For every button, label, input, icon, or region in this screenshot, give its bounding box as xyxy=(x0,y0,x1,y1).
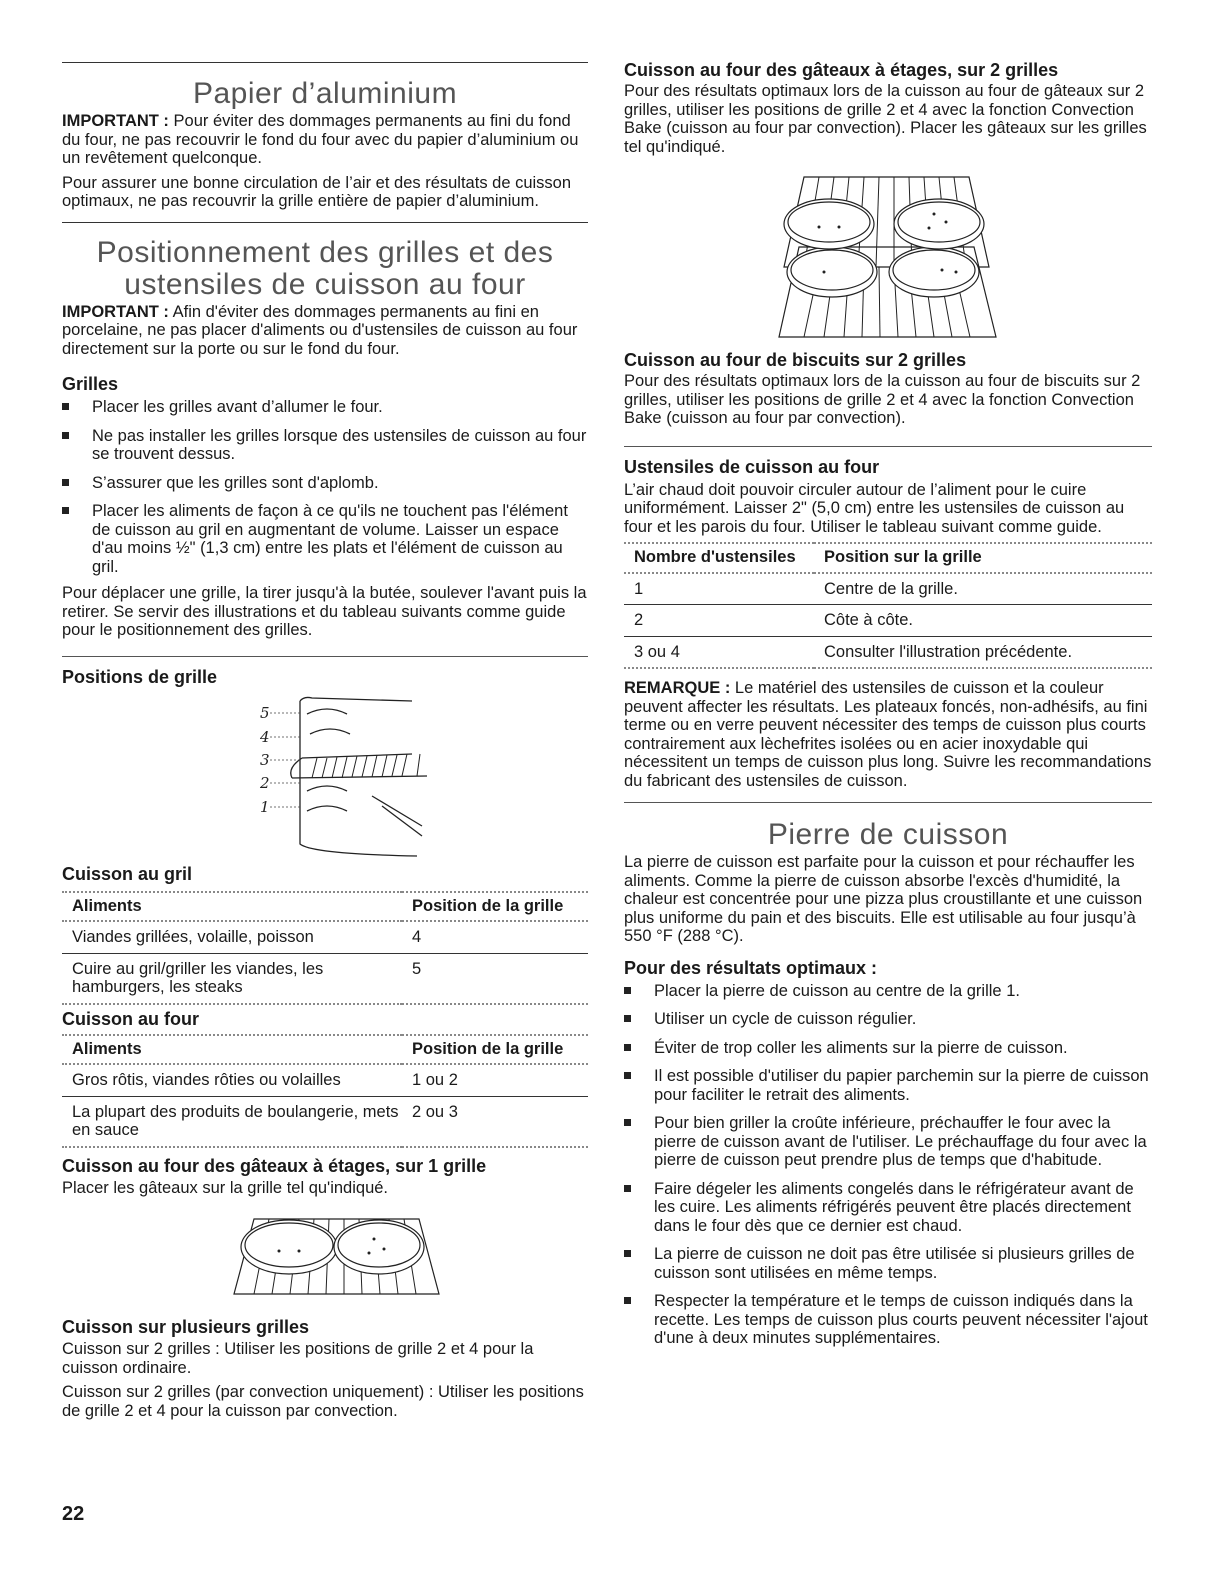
table-row xyxy=(62,953,588,1004)
remarque-paragraph xyxy=(624,679,1152,790)
biscuits-heading: Cuisson au four de biscuits sur 2 grilles xyxy=(624,350,967,370)
pierre-list xyxy=(624,982,1152,1348)
positionnement-title xyxy=(62,237,588,301)
gril-table xyxy=(62,891,588,1005)
list-item: Éviter de trop coller les aliments sur la pierre de cuisson. xyxy=(624,1039,1152,1058)
list-item: S’assurer que les grilles sont d'aplomb. xyxy=(62,474,588,493)
rack-positions-illustration xyxy=(252,696,452,861)
four-table xyxy=(62,1034,588,1148)
oven-rack-drawing xyxy=(252,696,452,861)
rack-label-4: 4 xyxy=(260,727,270,746)
rack-label-2: 2 xyxy=(260,773,270,792)
cell-position: Consulter l'illustration précédente. xyxy=(824,642,1073,661)
list-item: La pierre de cuisson ne doit pas être utilisée si plusieurs grilles de cuisson sont utilisées en même temps. xyxy=(624,1245,1152,1282)
table-header-row xyxy=(624,543,1152,573)
etages1-text: Placer les gâteaux sur la grille tel qu'indiqué. xyxy=(62,1178,389,1197)
pierre-title: Pierre de cuisson xyxy=(767,818,1009,851)
important-text: Pour éviter des dommages permanents au fini du fond du four, ne pas recouvrir le fond du four avec du papier d’aluminium ou un revêtement quelconque. xyxy=(62,112,579,167)
cakes-two-racks-drawing xyxy=(774,172,1004,347)
rack-label-3: 3 xyxy=(260,750,270,769)
papier-important-paragraph xyxy=(62,112,588,168)
resultats-heading: Pour des résultats optimaux : xyxy=(624,957,878,978)
cakes-one-rack-drawing xyxy=(224,1209,454,1309)
table-row xyxy=(624,573,1152,605)
cell-position: Centre de la grille. xyxy=(824,579,958,598)
cell-count: 2 xyxy=(634,611,644,629)
papier-paragraph: Pour assurer une bonne circulation de l’air et des résultats de cuisson optimaux, ne pas recouvrir la grille entière de papier d’aluminium. xyxy=(62,173,572,210)
table-header-row xyxy=(62,892,588,922)
table-row xyxy=(62,921,588,953)
grilles-list xyxy=(62,398,588,576)
cell-food: Viandes grillées, volaille, poisson xyxy=(72,928,314,946)
table-row xyxy=(624,636,1152,668)
ustensiles-table xyxy=(624,542,1152,669)
grilles-paragraph: Pour déplacer une grille, la tirer jusqu'à la butée, soulever l'avant puis la retirer. Se servir des illustrations et du tableau suivants comme guide pour le positionnement des grilles. xyxy=(62,584,587,639)
pierre-text: La pierre de cuisson est parfaite pour la cuisson et pour réchauffer les aliments. Comme la pierre de cuisson absorbe l'excès d'humidité, la chaleur est concentrée pour une pizza plus croustillante et une cuisson plus uniforme du pain et des biscuits. Elle est utilisable au four jusqu’à 550 °F (288 °C). xyxy=(624,853,1143,945)
page-number: 22 xyxy=(62,1503,85,1525)
table-row xyxy=(62,1064,588,1096)
cell-position: 4 xyxy=(412,928,422,946)
cell-position: 5 xyxy=(412,959,422,978)
positionnement-title-line2: ustensiles de cuisson au four xyxy=(124,267,526,301)
section-divider xyxy=(62,656,588,657)
list-item: Placer les grilles avant d’allumer le four. xyxy=(62,398,588,417)
section-divider xyxy=(62,222,588,223)
important-text: Afin d'éviter des dommages permanents au fini en porcelaine, ne pas placer d'aliments ou d'ustensiles de cuisson au four directement sur la porte ou sur le fond du four. xyxy=(62,302,578,358)
cakes-one-rack-illustration xyxy=(224,1209,588,1309)
col-nombre: Nombre d'ustensiles xyxy=(634,548,796,566)
remarque-label: REMARQUE : xyxy=(624,679,731,697)
positionnement-important-paragraph xyxy=(62,303,588,359)
col-position: Position de la grille xyxy=(412,1039,564,1058)
rack-label-5: 5 xyxy=(260,703,270,722)
section-divider xyxy=(624,802,1152,803)
list-item: Ne pas installer les grilles lorsque des ustensiles de cuisson au four se trouvent dessus. xyxy=(62,427,588,464)
list-item: Il est possible d'utiliser du papier parchemin sur la pierre de cuisson pour faciliter le retrait des aliments. xyxy=(624,1067,1152,1104)
ustensiles-text: L’air chaud doit pouvoir circuler autour de l’aliment pour le cuire uniformément. Laisser 2" (5,0 cm) entre les ustensiles de cuisson au four et les parois du four. Utiliser le tableau suivant comme guide. xyxy=(624,480,1125,536)
etages2-heading: Cuisson au four des gâteaux à étages, sur 2 grilles xyxy=(624,60,1059,80)
table-row xyxy=(624,605,1152,637)
plusieurs-paragraph-1: Cuisson sur 2 grilles : Utiliser les positions de grille 2 et 4 pour la cuisson ordinaire. xyxy=(62,1340,534,1377)
four-heading: Cuisson au four xyxy=(62,1008,200,1029)
left-column xyxy=(62,0,588,1420)
col-aliments: Aliments xyxy=(72,896,142,915)
rack-label-1: 1 xyxy=(260,797,270,816)
list-item: Utiliser un cycle de cuisson régulier. xyxy=(624,1010,1152,1029)
cell-count: 3 ou 4 xyxy=(634,642,680,661)
table-header-row xyxy=(62,1035,588,1065)
positionnement-title-line1: Positionnement des grilles et des xyxy=(96,235,554,269)
col-position: Position de la grille xyxy=(412,896,564,915)
cell-position: 1 ou 2 xyxy=(412,1071,458,1089)
col-position: Position sur la grille xyxy=(824,548,982,566)
col-aliments: Aliments xyxy=(72,1039,142,1058)
section-divider xyxy=(624,446,1152,447)
important-label: IMPORTANT : xyxy=(62,112,169,130)
list-item: Pour bien griller la croûte inférieure, préchauffer le four avec la pierre de cuisson avant de l'utiliser. Le préchauffage du four avec la pierre de cuisson peut prendre plus de temps que d'habitude. xyxy=(624,1114,1152,1170)
plusieurs-paragraph-2: Cuisson sur 2 grilles (par convection uniquement) : Utiliser les positions de grille 2 et 4 pour la cuisson par convection. xyxy=(62,1383,584,1420)
cell-food: La plupart des produits de boulangerie, mets en sauce xyxy=(72,1102,399,1139)
ustensiles-heading: Ustensiles de cuisson au four xyxy=(624,456,880,477)
biscuits-text: Pour des résultats optimaux lors de la cuisson au four de biscuits sur 2 grilles, utiliser les positions de grille 2 et 4 avec la fonction Convection Bake (cuisson au four par convection). xyxy=(624,372,1141,427)
section-divider xyxy=(62,62,588,63)
remarque-text: Le matériel des ustensiles de cuisson et la couleur peuvent affecter les résultats. Les plateaux foncés, non-adhésifs, au fini terme ou en verre peuvent nécessiter des temps de cuisson plus courts contrairement aux lèchefrites isolées ou en acier inoxydable qui nécessitent un temps de cuisson plus long. Suivre les recommandations du fabricant des ustensiles de cuisson. xyxy=(624,679,1152,790)
positions-heading: Positions de grille xyxy=(62,666,218,687)
list-item: Placer les aliments de façon à ce qu'ils ne touchent pas l'élément de cuisson au gril en augmentant de volume. Laisser un espace d'au moins ½" (1,3 cm) entre les plats et l'élément de cuisson au gril. xyxy=(62,502,588,576)
list-item: Faire dégeler les aliments congelés dans le réfrigérateur avant de les cuire. Les aliments réfrigérés peuvent être placés directement dans le four dès que ce dernier est chaud. xyxy=(624,1180,1152,1236)
table-row xyxy=(62,1096,588,1147)
right-column xyxy=(624,0,1152,1348)
important-label: IMPORTANT : xyxy=(62,302,169,321)
etages1-heading: Cuisson au four des gâteaux à étages, sur 1 grille xyxy=(62,1155,487,1176)
grilles-heading: Grilles xyxy=(62,374,119,394)
cell-food: Cuire au gril/griller les viandes, les hamburgers, les steaks xyxy=(72,959,324,996)
cakes-two-racks-illustration xyxy=(774,172,1152,347)
gril-heading: Cuisson au gril xyxy=(62,863,193,884)
papier-aluminium-title: Papier d’aluminium xyxy=(192,77,458,110)
cell-food: Gros rôtis, viandes rôties ou volailles xyxy=(72,1071,341,1089)
list-item: Respecter la température et le temps de cuisson indiqués dans la recette. Les temps de cuisson plus courts peuvent nécessiter l'ajout d'une à deux minutes supplémentaires. xyxy=(624,1292,1152,1348)
cell-count: 1 xyxy=(634,579,644,598)
cell-position: 2 ou 3 xyxy=(412,1102,458,1121)
list-item: Placer la pierre de cuisson au centre de la grille 1. xyxy=(624,982,1152,1001)
etages2-text: Pour des résultats optimaux lors de la cuisson au four de gâteaux sur 2 grilles, utiliser les positions de grille 2 et 4 avec la fonction Convection Bake (cuisson au four par convection). Placer les gâteaux sur les grilles tel qu'indiqué. xyxy=(624,82,1147,156)
cell-position: Côte à côte. xyxy=(824,611,913,629)
plusieurs-heading: Cuisson sur plusieurs grilles xyxy=(62,1317,310,1337)
